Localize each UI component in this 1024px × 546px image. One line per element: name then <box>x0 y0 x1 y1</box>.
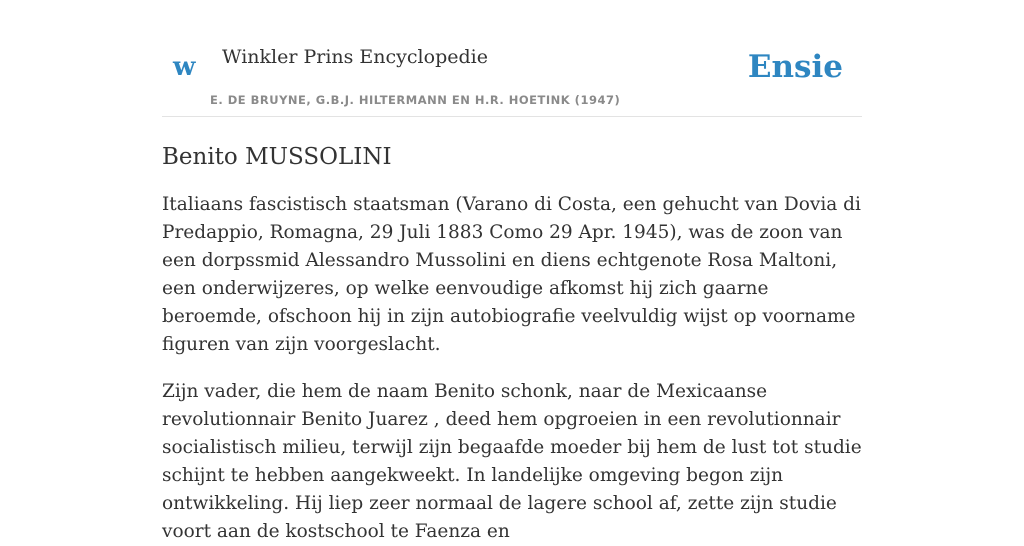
winkler-prins-logo-icon[interactable]: w <box>173 52 196 82</box>
article-paragraph: Zijn vader, die hem de naam Benito schonk, naar de Mexicaanse revolutionnair Benito Juarez , deed hem opgroeien in een revolutionnair socialistisch milieu, terwijl zijn begaafde moeder bij hem de lust tot studie schijnt te hebben aangekweekt. In landelijke omgeving begon zijn ontwikkeling. Hij liep zeer normaal de lagere school af, zette zijn studie voort aan de kostschool te Faenza en <box>162 381 862 542</box>
article-body <box>162 191 862 546</box>
source-authors: E. DE BRUYNE, G.B.J. HILTERMANN EN H.R. HOETINK (1947) <box>210 93 621 107</box>
page <box>162 0 862 546</box>
source-header <box>162 0 862 117</box>
source-title[interactable]: Winkler Prins Encyclopedie <box>222 46 488 68</box>
ensie-logo[interactable]: Ensie <box>747 49 843 85</box>
article-paragraph: Italiaans fascistisch staatsman (Varano di Costa, een gehucht van Dovia di Predappio, Romagna, 29 Juli 1883 Como 29 Apr. 1945), was de zoon van een dorpssmid Alessandro Mussolini en diens echtgenote Rosa Maltoni, een onderwijzeres, op welke eenvoudige afkomst hij zich gaarne beroemde, ofschoon hij in zijn autobiografie veelvuldig wijst op voorname figuren van zijn voorgeslacht. <box>162 194 861 355</box>
article-title: Benito MUSSOLINI <box>162 144 392 170</box>
